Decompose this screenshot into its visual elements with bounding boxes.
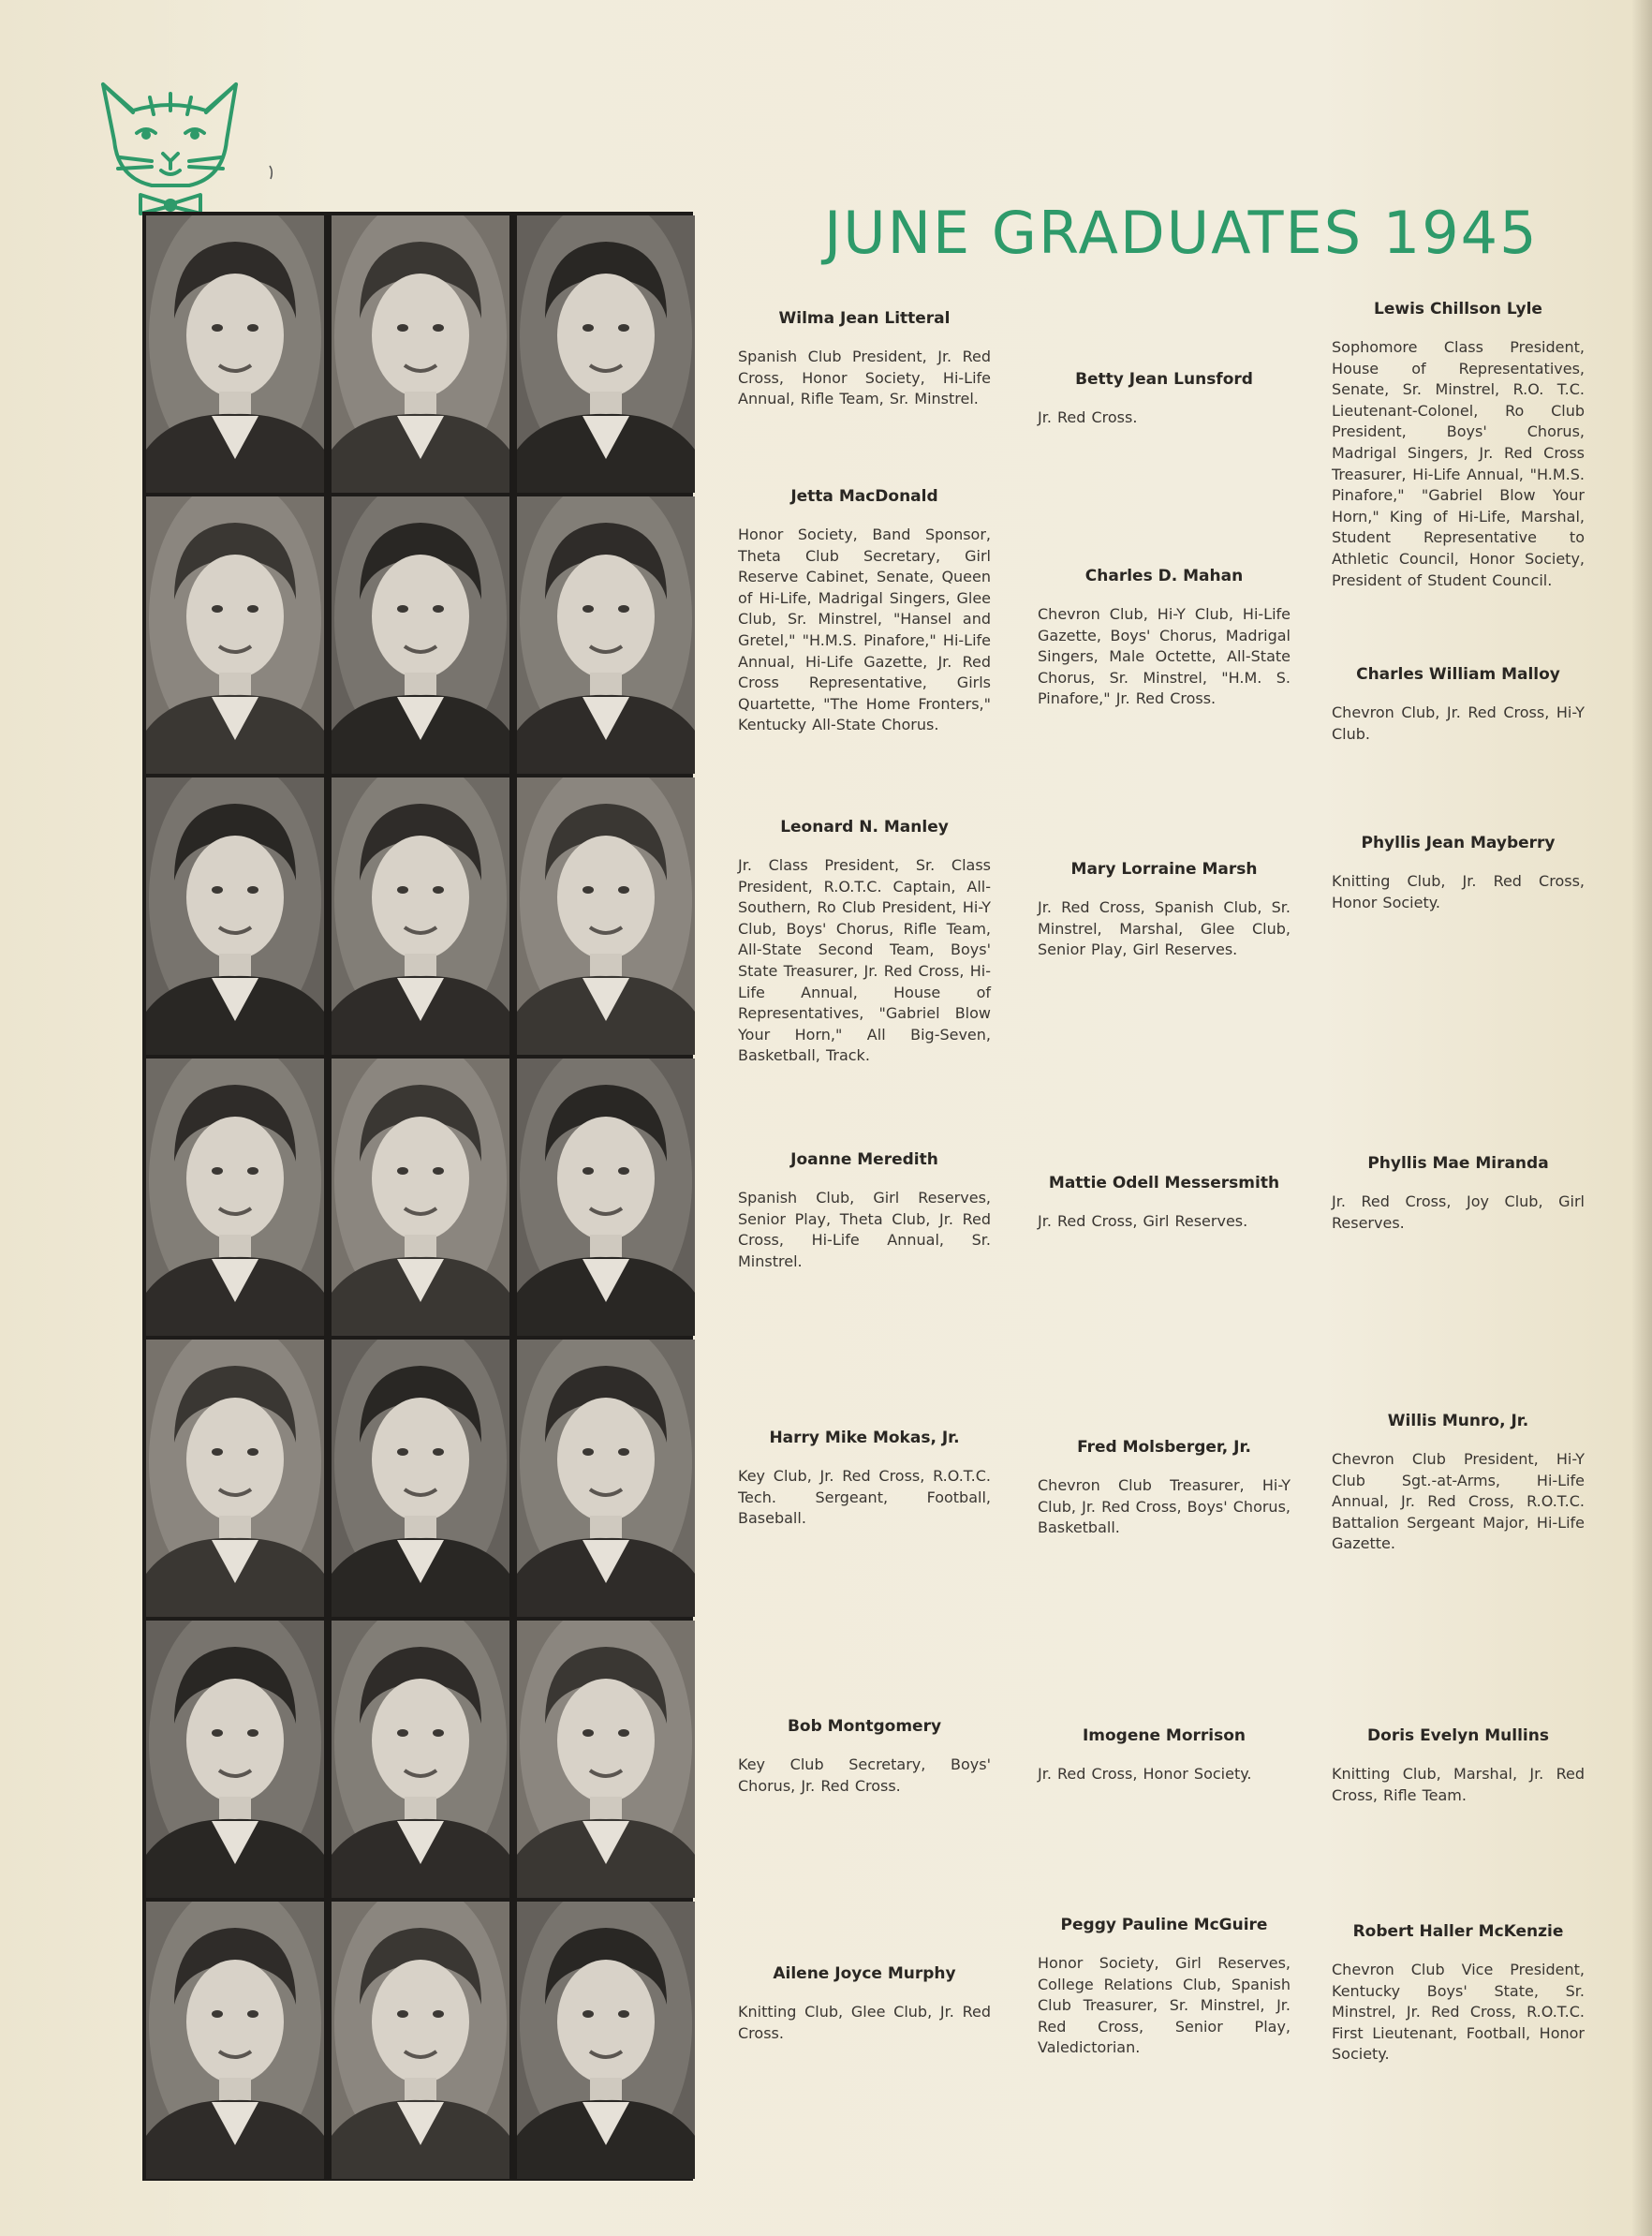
graduate-activities: Spanish Club President, Jr. Red Cross, Honor Society, Hi-Life Annual, Rifle Team, Sr. Minstrel. [738,348,991,408]
graduate-name: Mary Lorraine Marsh [1070,860,1258,879]
graduate-entry [738,1429,991,1530]
graduate-activities: Chevron Club Treasurer, Hi-Y Club, Jr. Red Cross, Boys' Chorus, Basketball. [1038,1476,1291,1537]
graduate-name: Willis Munro, Jr. [1387,1412,1529,1430]
graduate-name: Jetta MacDonald [790,487,938,506]
portrait-photo [332,1621,509,1898]
graduate-entry [1038,860,1291,961]
graduate-name: Joanne Meredith [790,1150,938,1169]
graduate-entry [1332,1726,1585,1806]
graduate-entry [738,1717,991,1797]
graduate-name: Wilma Jean Litteral [778,309,951,328]
graduate-name: Charles D. Mahan [1084,567,1244,585]
graduate-entry [738,487,991,736]
graduate-name: Peggy Pauline McGuire [1060,1916,1268,1934]
graduate-entry [738,309,991,410]
graduate-name: Fred Molsberger, Jr. [1077,1438,1251,1457]
portrait-grid [142,212,693,2181]
portrait-photo [146,1621,324,1898]
graduate-activities: Knitting Club, Jr. Red Cross, Honor Society. [1332,872,1585,911]
graduate-activities: Honor Society, Girl Reserves, College Relations Club, Spanish Club Treasurer, Sr. Minstrel, Jr. Red Cross, Senior Play, Valedictorian. [1038,1954,1291,2057]
portrait-photo [146,496,324,774]
graduate-activities: Spanish Club, Girl Reserves, Senior Play, Theta Club, Jr. Red Cross, Hi-Life Annual, Sr. Minstrel. [738,1189,991,1270]
portrait-photo [517,1340,695,1617]
graduate-entry [1038,1174,1291,1233]
portrait-photo [332,1340,509,1617]
graduate-entry [738,818,991,1067]
graduate-name: Mattie Odell Messersmith [1048,1174,1280,1192]
page-title: JUNE GRADUATES 1945 [824,199,1539,267]
graduate-activities: Chevron Club President, Hi-Y Club Sgt.-at-Arms, Hi-Life Annual, Jr. Red Cross, R.O.T.C. Battalion Sergeant Major, Hi-Life Gazette. [1332,1450,1585,1553]
graduate-name: Lewis Chillson Lyle [1374,300,1542,318]
graduate-activities: Key Club, Jr. Red Cross, R.O.T.C. Tech. Sergeant, Football, Baseball. [738,1467,991,1528]
portrait-photo [146,777,324,1055]
portrait-photo [517,1059,695,1336]
graduate-activities: Knitting Club, Glee Club, Jr. Red Cross. [738,2003,991,2042]
graduate-activities: Chevron Club Vice President, Kentucky Boys' State, Sr. Minstrel, Jr. Red Cross, R.O.T.C. First Lieutenant, Football, Honor Society. [1332,1961,1585,2064]
graduate-activities: Jr. Red Cross, Joy Club, Girl Reserves. [1332,1192,1585,1232]
graduate-activities: Jr. Red Cross, Honor Society. [1038,1765,1252,1783]
graduate-entry [738,1964,991,2044]
portrait-photo [332,1902,509,2179]
graduate-name: Ailene Joyce Murphy [773,1964,956,1983]
portrait-photo [146,1902,324,2179]
portrait-photo [517,496,695,774]
graduate-name: Doris Evelyn Mullins [1367,1726,1549,1745]
graduate-name: Robert Haller McKenzie [1352,1922,1564,1941]
portrait-photo [146,1059,324,1336]
graduate-activities: Jr. Red Cross. [1038,408,1138,426]
graduate-activities: Key Club Secretary, Boys' Chorus, Jr. Red Cross. [738,1755,991,1795]
graduate-activities: Chevron Club, Hi-Y Club, Hi-Life Gazette, Boys' Chorus, Madrigal Singers, Male Octette, All-State Chorus, Sr. Minstrel, "H.M. S. Pinafore," Jr. Red Cross. [1038,605,1291,708]
graduate-name: Imogene Morrison [1082,1726,1246,1745]
graduate-entry [1332,1154,1585,1234]
graduate-activities: Jr. Class President, Sr. Class President, R.O.T.C. Captain, All-Southern, Ro Club President, Hi-Y Club, Boys' Chorus, Rifle Team, All-State Second Team, Boys' State Treasurer, Jr. Red Cross, Hi-Life Annual, House of Representatives, "Gabriel Blow Your Horn," All Big-Seven, Basketball, Track. [738,856,991,1065]
graduate-entry [1038,1438,1291,1539]
portrait-photo [517,215,695,493]
graduate-entry [1332,1412,1585,1555]
ink-mark [268,164,275,181]
graduate-entry [1038,567,1291,710]
graduate-name: Bob Montgomery [787,1717,942,1736]
portrait-photo [332,496,509,774]
graduate-entry [1038,370,1291,429]
graduate-activities: Honor Society, Band Sponsor, Theta Club Secretary, Girl Reserve Cabinet, Senate, Queen of Hi-Life, Madrigal Singers, Glee Club, Sr. Minstrel, "Hansel and Gretel," "H.M.S. Pinafore," Hi-Life Annual, Hi-Life Gazette, Jr. Red Cross Representative, Girls Quartette, "The Home Fronters," Kentucky All-State Chorus. [738,526,991,734]
page-edge-shadow [1631,0,1652,2236]
graduate-activities: Chevron Club, Jr. Red Cross, Hi-Y Club. [1332,703,1585,743]
graduate-name: Phyllis Jean Mayberry [1361,834,1556,852]
graduate-name: Betty Jean Lunsford [1075,370,1253,389]
graduate-activities: Jr. Red Cross, Spanish Club, Sr. Minstrel, Marshal, Glee Club, Senior Play, Girl Reserves. [1038,898,1291,959]
graduate-name: Leonard N. Manley [780,818,949,837]
portrait-photo [517,1902,695,2179]
graduate-name: Phyllis Mae Miranda [1367,1154,1549,1173]
portrait-photo [146,215,324,493]
portrait-photo [146,1340,324,1617]
graduate-entry [1332,300,1585,591]
wildcat-mascot-icon [96,75,245,215]
portrait-photo [332,215,509,493]
portrait-photo [332,777,509,1055]
graduate-entry [1038,1726,1291,1785]
graduate-name: Charles William Malloy [1356,665,1560,684]
graduate-activities: Knitting Club, Marshal, Jr. Red Cross, Rifle Team. [1332,1765,1585,1804]
graduate-activities: Jr. Red Cross, Girl Reserves. [1038,1212,1248,1230]
portrait-photo [517,1621,695,1898]
graduate-name: Harry Mike Mokas, Jr. [769,1429,960,1447]
graduate-entry [1332,665,1585,745]
graduate-entry [1332,834,1585,913]
graduate-entry [738,1150,991,1272]
graduate-activities: Sophomore Class President, House of Representatives, Senate, Sr. Minstrel, R.O. T.C. Lieutenant-Colonel, Ro Club President, Boys' Chorus, Madrigal Singers, Jr. Red Cross Treasurer, Hi-Life Annual, "H.M.S. Pinafore," "Gabriel Blow Your Horn," King of Hi-Life, Marshal, Student Representative to Athletic Council, Honor Society, President of Student Council. [1332,338,1585,589]
portrait-photo [332,1059,509,1336]
graduate-entry [1332,1922,1585,2066]
portrait-photo [517,777,695,1055]
graduate-entry [1038,1916,1291,2059]
